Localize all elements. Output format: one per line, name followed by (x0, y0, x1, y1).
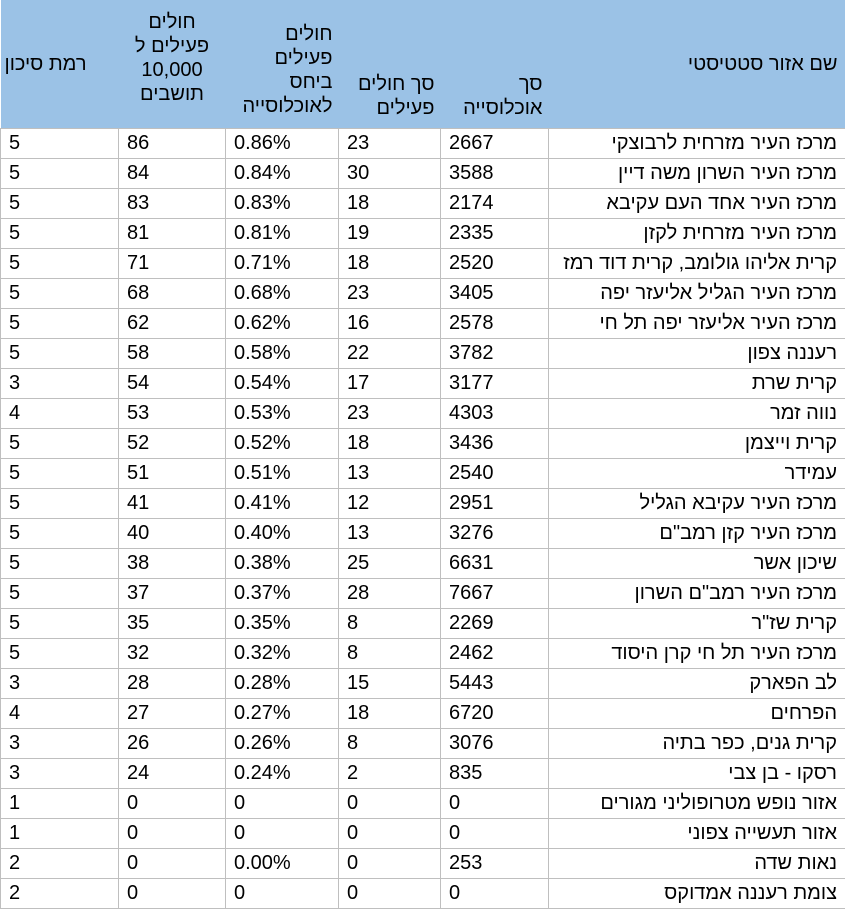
cell-active-patients[interactable]: 0 (339, 878, 441, 908)
cell-ratio[interactable]: 0.52% (226, 428, 339, 458)
header-ratio-line: פעילים ביחס (274, 47, 333, 93)
cell-population[interactable]: 3405 (441, 278, 549, 308)
header-per10k-line: תושבים (140, 83, 204, 105)
cell-risk-level[interactable]: 3 (1, 728, 119, 758)
cell-per-10000[interactable]: 68 (119, 278, 226, 308)
cell-area-name[interactable]: צומת רעננה אמדוקס (549, 878, 845, 908)
cell-risk-level[interactable]: 5 (1, 278, 119, 308)
table-row (1, 278, 845, 308)
cell-risk-level[interactable]: 5 (1, 638, 119, 668)
cell-population[interactable]: 2540 (441, 458, 549, 488)
cell-risk-level[interactable]: 5 (1, 158, 119, 188)
cell-population[interactable]: 0 (441, 818, 549, 848)
cell-population[interactable]: 3276 (441, 518, 549, 548)
cell-per-10000[interactable]: 0 (119, 818, 226, 848)
cell-risk-level[interactable]: 3 (1, 668, 119, 698)
cell-risk-level[interactable]: 5 (1, 458, 119, 488)
cell-population[interactable]: 7667 (441, 578, 549, 608)
cell-ratio[interactable]: 0.81% (226, 218, 339, 248)
cell-risk-level[interactable]: 1 (1, 818, 119, 848)
table-row (1, 578, 845, 608)
cell-risk-level[interactable]: 5 (1, 488, 119, 518)
cell-per-10000[interactable]: 54 (119, 368, 226, 398)
cell-area-name[interactable]: נווה זמר (549, 398, 845, 428)
cell-per-10000[interactable]: 26 (119, 728, 226, 758)
cell-per-10000[interactable]: 51 (119, 458, 226, 488)
cell-ratio[interactable]: 0.68% (226, 278, 339, 308)
cell-per-10000[interactable]: 32 (119, 638, 226, 668)
table-row (1, 158, 845, 188)
cell-ratio[interactable]: 0.51% (226, 458, 339, 488)
cell-ratio[interactable]: 0 (226, 818, 339, 848)
cell-risk-level[interactable]: 4 (1, 398, 119, 428)
cell-area-name[interactable]: קרית שרת (549, 368, 845, 398)
cell-active-patients[interactable]: 18 (339, 428, 441, 458)
table-row (1, 818, 845, 848)
table-row (1, 458, 845, 488)
cell-active-patients[interactable]: 16 (339, 308, 441, 338)
cell-active-patients[interactable]: 13 (339, 518, 441, 548)
cell-per-10000[interactable]: 53 (119, 398, 226, 428)
cell-risk-level[interactable]: 5 (1, 578, 119, 608)
table-row (1, 608, 845, 638)
table-row (1, 428, 845, 458)
cell-population[interactable]: 3436 (441, 428, 549, 458)
cell-area-name[interactable]: נאות שדה (549, 848, 845, 878)
cell-risk-level[interactable]: 2 (1, 878, 119, 908)
cell-risk-level[interactable]: 5 (1, 128, 119, 158)
header-active-line: פעילים (376, 96, 435, 119)
header-ratio-line: לאוכלוסייה (242, 95, 333, 117)
cell-per-10000[interactable]: 86 (119, 128, 226, 158)
cell-risk-level[interactable]: 5 (1, 308, 119, 338)
cell-active-patients[interactable]: 30 (339, 158, 441, 188)
header-active-patients[interactable] (339, 0, 441, 128)
cell-population[interactable]: 253 (441, 848, 549, 878)
table-row (1, 188, 845, 218)
cell-area-name[interactable]: מרכז העיר אליעזר יפה תל חי (549, 308, 845, 338)
cell-population[interactable]: 6720 (441, 698, 549, 728)
cell-area-name[interactable]: מרכז העיר הגליל אליעזר יפה (549, 278, 845, 308)
table-row (1, 518, 845, 548)
cell-population[interactable]: 3588 (441, 158, 549, 188)
header-population-line: סך (518, 72, 543, 95)
cell-active-patients[interactable]: 8 (339, 728, 441, 758)
table-row (1, 218, 845, 248)
cell-per-10000[interactable]: 62 (119, 308, 226, 338)
cell-per-10000[interactable]: 27 (119, 698, 226, 728)
cell-per-10000[interactable]: 38 (119, 548, 226, 578)
cell-ratio[interactable]: 0.83% (226, 188, 339, 218)
cell-risk-level[interactable]: 4 (1, 698, 119, 728)
cell-active-patients[interactable]: 18 (339, 248, 441, 278)
cell-population[interactable]: 3076 (441, 728, 549, 758)
table-row (1, 338, 845, 368)
cell-active-patients[interactable]: 18 (339, 698, 441, 728)
header-area-name[interactable]: שם אזור סטטיסטי (549, 0, 845, 128)
header-ratio-line: חולים (285, 23, 333, 45)
cell-ratio[interactable]: 0 (226, 788, 339, 818)
header-risk-level[interactable]: רמת סיכון (1, 0, 119, 128)
cell-risk-level[interactable]: 3 (1, 758, 119, 788)
cell-risk-level[interactable]: 5 (1, 218, 119, 248)
cell-ratio[interactable]: 0.27% (226, 698, 339, 728)
cell-area-name[interactable]: קרית שז"ר (549, 608, 845, 638)
cell-ratio[interactable]: 0.35% (226, 608, 339, 638)
cell-area-name[interactable]: מרכז העיר תל חי קרן היסוד (549, 638, 845, 668)
header-ratio[interactable] (226, 0, 339, 128)
cell-per-10000[interactable]: 0 (119, 848, 226, 878)
cell-active-patients[interactable]: 8 (339, 638, 441, 668)
table-row (1, 878, 845, 908)
cell-population[interactable]: 835 (441, 758, 549, 788)
table-row (1, 398, 845, 428)
cell-area-name[interactable]: קרית גנים, כפר בתיה (549, 728, 845, 758)
cell-population[interactable]: 4303 (441, 398, 549, 428)
cell-ratio[interactable]: 0.58% (226, 338, 339, 368)
cell-population[interactable]: 3177 (441, 368, 549, 398)
cell-per-10000[interactable]: 58 (119, 338, 226, 368)
cell-area-name[interactable]: שיכון אשר (549, 548, 845, 578)
table-row (1, 488, 845, 518)
cell-ratio[interactable]: 0.00% (226, 848, 339, 878)
cell-per-10000[interactable]: 81 (119, 218, 226, 248)
table-row (1, 368, 845, 398)
header-row (1, 0, 845, 128)
cell-area-name[interactable]: עמידר (549, 458, 845, 488)
table-row (1, 128, 845, 158)
table-row (1, 788, 845, 818)
cell-per-10000[interactable]: 0 (119, 878, 226, 908)
header-population[interactable] (441, 0, 549, 128)
cell-ratio[interactable]: 0.62% (226, 308, 339, 338)
cell-population[interactable]: 2520 (441, 248, 549, 278)
cell-per-10000[interactable]: 0 (119, 788, 226, 818)
cell-area-name[interactable]: רעננה צפון (549, 338, 845, 368)
table-row (1, 698, 845, 728)
cell-ratio[interactable]: 0 (226, 878, 339, 908)
cell-per-10000[interactable]: 71 (119, 248, 226, 278)
cell-risk-level[interactable]: 5 (1, 608, 119, 638)
cell-ratio[interactable]: 0.37% (226, 578, 339, 608)
cell-area-name[interactable]: הפרחים (549, 698, 845, 728)
table-row (1, 548, 845, 578)
cell-active-patients[interactable]: 2 (339, 758, 441, 788)
table-row (1, 758, 845, 788)
cell-population[interactable]: 0 (441, 878, 549, 908)
cell-population[interactable]: 0 (441, 788, 549, 818)
cell-per-10000[interactable]: 52 (119, 428, 226, 458)
cell-ratio[interactable]: 0.38% (226, 548, 339, 578)
cell-active-patients[interactable]: 23 (339, 398, 441, 428)
cell-area-name[interactable]: אזור תעשייה צפוני (549, 818, 845, 848)
cell-area-name[interactable]: מרכז העיר אחד העם עקיבא (549, 188, 845, 218)
cell-area-name[interactable]: רסקו - בן צבי (549, 758, 845, 788)
header-active-line: סך חולים (358, 72, 435, 95)
cell-population[interactable]: 2174 (441, 188, 549, 218)
header-population-line: אוכלוסייה (463, 96, 543, 119)
table-row (1, 248, 845, 278)
cell-active-patients[interactable]: 22 (339, 338, 441, 368)
cell-active-patients[interactable]: 17 (339, 368, 441, 398)
cell-per-10000[interactable]: 35 (119, 608, 226, 638)
cell-area-name[interactable]: קרית וייצמן (549, 428, 845, 458)
cell-risk-level[interactable]: 5 (1, 188, 119, 218)
cell-active-patients[interactable]: 18 (339, 188, 441, 218)
header-per10k-line: פעילים ל (134, 35, 210, 57)
cell-active-patients[interactable]: 8 (339, 608, 441, 638)
cell-population[interactable]: 2462 (441, 638, 549, 668)
cell-area-name[interactable]: מרכז העיר עקיבא הגליל (549, 488, 845, 518)
cell-area-name[interactable]: מרכז העיר מזרחית לרבוצקי (549, 128, 845, 158)
cell-per-10000[interactable]: 41 (119, 488, 226, 518)
cell-per-10000[interactable]: 28 (119, 668, 226, 698)
cell-per-10000[interactable]: 83 (119, 188, 226, 218)
table-row (1, 638, 845, 668)
cell-active-patients[interactable]: 19 (339, 218, 441, 248)
cell-ratio[interactable]: 0.53% (226, 398, 339, 428)
cell-ratio[interactable]: 0.24% (226, 758, 339, 788)
cell-population[interactable]: 2269 (441, 608, 549, 638)
cell-population[interactable]: 2951 (441, 488, 549, 518)
cell-ratio[interactable]: 0.40% (226, 518, 339, 548)
cell-population[interactable]: 2335 (441, 218, 549, 248)
table-row (1, 668, 845, 698)
cell-risk-level[interactable]: 3 (1, 368, 119, 398)
cell-area-name[interactable]: קרית אליהו גולומב, קרית דוד רמז (549, 248, 845, 278)
cell-ratio[interactable]: 0.54% (226, 368, 339, 398)
cell-population[interactable]: 5443 (441, 668, 549, 698)
cell-area-name[interactable]: אזור נופש מטרופוליני מגורים (549, 788, 845, 818)
cell-active-patients[interactable]: 13 (339, 458, 441, 488)
cell-active-patients[interactable]: 15 (339, 668, 441, 698)
cell-per-10000[interactable]: 84 (119, 158, 226, 188)
cell-population[interactable]: 6631 (441, 548, 549, 578)
cell-per-10000[interactable]: 24 (119, 758, 226, 788)
cell-active-patients[interactable]: 28 (339, 578, 441, 608)
cell-ratio[interactable]: 0.84% (226, 158, 339, 188)
header-per10k-line: 10,000 (141, 59, 203, 81)
cell-risk-level[interactable]: 2 (1, 848, 119, 878)
cell-area-name[interactable]: מרכז העיר מזרחית לקזן (549, 218, 845, 248)
cell-area-name[interactable]: מרכז העיר רמב"ם השרון (549, 578, 845, 608)
cell-ratio[interactable]: 0.86% (226, 128, 339, 158)
cell-active-patients[interactable]: 25 (339, 548, 441, 578)
cell-ratio[interactable]: 0.71% (226, 248, 339, 278)
table-row (1, 308, 845, 338)
cell-population[interactable]: 3782 (441, 338, 549, 368)
cell-active-patients[interactable]: 12 (339, 488, 441, 518)
cell-risk-level[interactable]: 5 (1, 428, 119, 458)
header-per10k-line: חולים (148, 11, 196, 33)
cell-active-patients[interactable]: 0 (339, 848, 441, 878)
cell-risk-level[interactable]: 5 (1, 248, 119, 278)
cell-risk-level[interactable]: 5 (1, 338, 119, 368)
cell-active-patients[interactable]: 23 (339, 278, 441, 308)
cell-ratio[interactable]: 0.41% (226, 488, 339, 518)
cell-area-name[interactable]: מרכז העיר קזן רמב"ם (549, 518, 845, 548)
cell-risk-level[interactable]: 5 (1, 518, 119, 548)
table-body (1, 128, 845, 908)
cell-per-10000[interactable]: 37 (119, 578, 226, 608)
cell-ratio[interactable]: 0.32% (226, 638, 339, 668)
header-per-10000[interactable] (119, 0, 226, 128)
table-row (1, 848, 845, 878)
cell-per-10000[interactable]: 40 (119, 518, 226, 548)
cell-ratio[interactable]: 0.26% (226, 728, 339, 758)
cell-ratio[interactable]: 0.28% (226, 668, 339, 698)
cell-active-patients[interactable]: 0 (339, 818, 441, 848)
cell-risk-level[interactable]: 5 (1, 548, 119, 578)
table-row (1, 728, 845, 758)
cell-risk-level[interactable]: 1 (1, 788, 119, 818)
cell-active-patients[interactable]: 23 (339, 128, 441, 158)
cell-active-patients[interactable]: 0 (339, 788, 441, 818)
cell-area-name[interactable]: לב הפארק (549, 668, 845, 698)
cell-population[interactable]: 2667 (441, 128, 549, 158)
cell-population[interactable]: 2578 (441, 308, 549, 338)
cell-area-name[interactable]: מרכז העיר השרון משה דיין (549, 158, 845, 188)
